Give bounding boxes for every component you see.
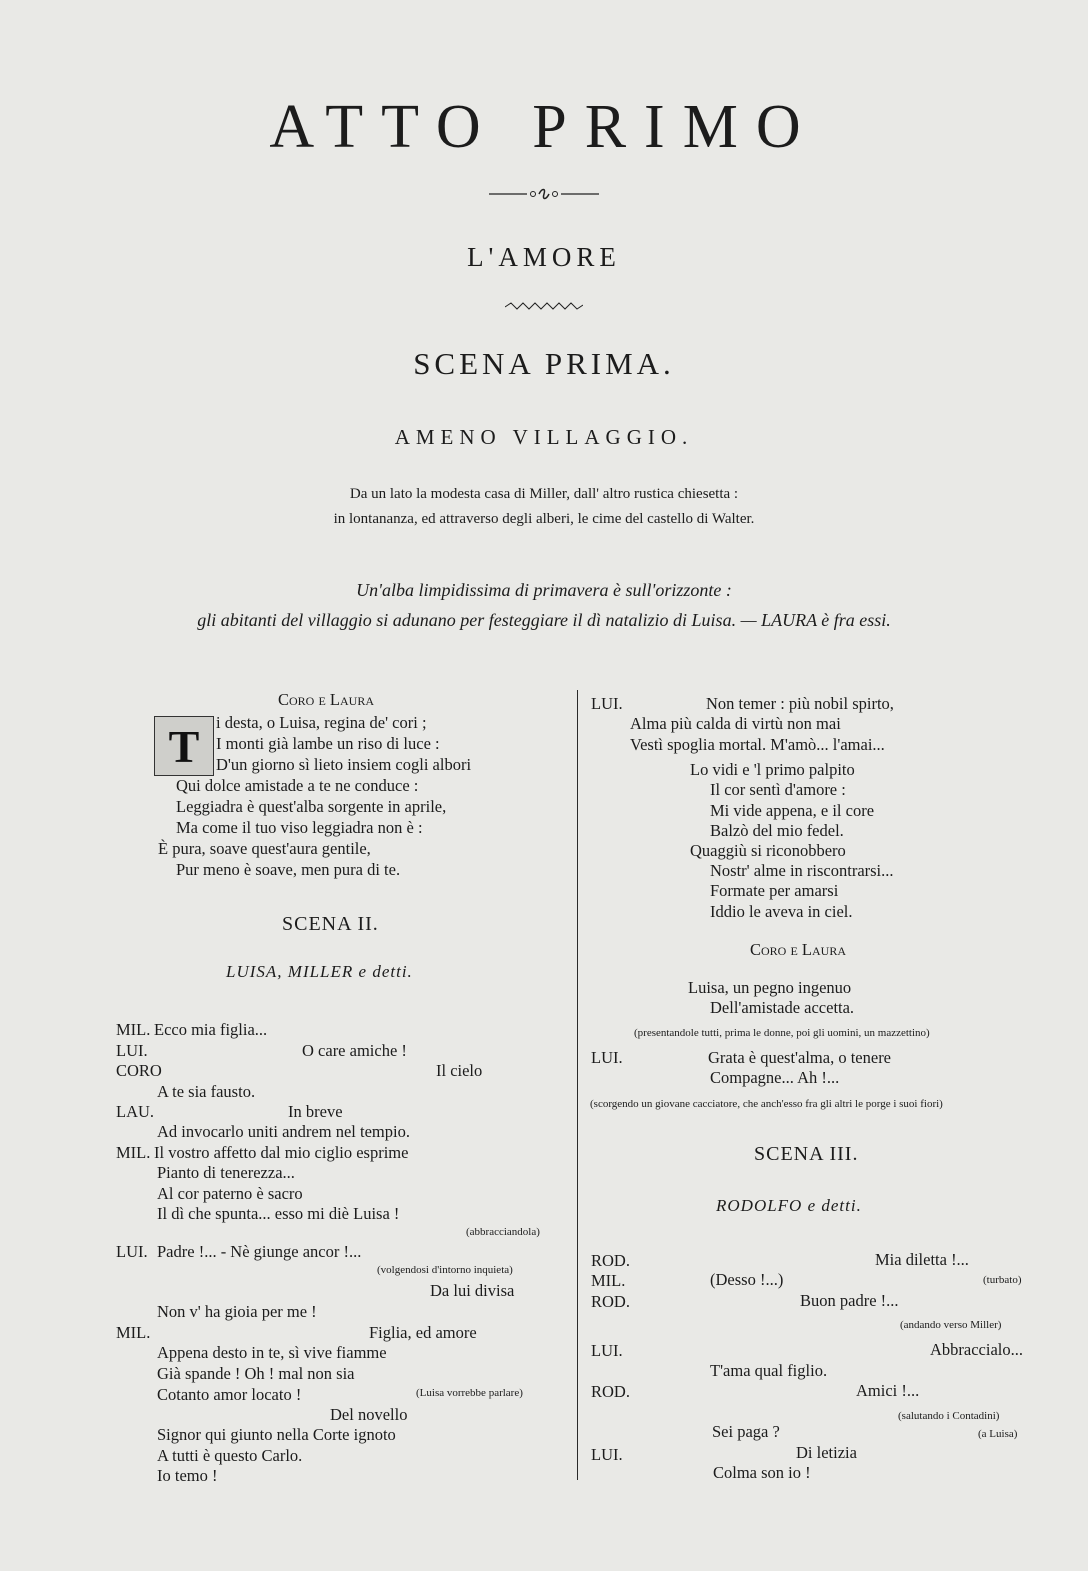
scene-title: SCENA II. [282,913,379,935]
verse-line: Vestì spoglia mortal. M'amò... l'amai... [630,735,885,754]
verse-line: Nostr' alme in riscontrarsi... [710,861,894,880]
verse-line: Lo vidi e 'l primo palpito [690,760,855,779]
speaker: LAU. [116,1102,155,1121]
dialogue-line: A tutti è questo Carlo. [157,1446,303,1465]
verse-line: Mi vide appena, e il core [710,801,875,820]
dialogue-line: Al cor paterno è sacro [157,1184,303,1203]
dialogue-line: O care amiche ! [302,1041,407,1060]
speaker: ROD. [591,1251,630,1270]
dialogue-line: Ecco mia figlia... [154,1020,268,1039]
verse-line: Il cor sentì d'amore : [710,780,846,799]
wave-icon [505,301,583,313]
dialogue-line: Buon padre !... [800,1291,899,1310]
speaker: LUI. [591,694,623,713]
dialogue-line: Da lui divisa [430,1281,515,1300]
dialogue-line: Colma son io ! [713,1463,811,1482]
verse-line: i desta, o Luisa, regina de' cori ; [216,713,427,732]
stage-direction: (a Luisa) [978,1428,1018,1440]
speaker: LUI. [591,1341,623,1360]
stage-direction: gli abitanti del villaggio si adunano per festeggiare il dì natalizio di Luisa. — LAURA è fra essi. [197,610,891,630]
dialogue-line: Signor qui giunto nella Corte ignoto [157,1425,396,1444]
verse-line: Iddio le aveva in ciel. [710,902,853,921]
dialogue-line: Amici !... [856,1381,920,1400]
scene-title: SCENA III. [754,1143,859,1165]
speaker: MIL. [591,1271,626,1290]
dialogue-line: Di letizia [796,1443,857,1462]
speaker: MIL. [116,1323,151,1342]
verse-line: Alma più calda di virtù non mai [630,714,841,733]
speaker: ROD. [591,1292,630,1311]
stage-direction: (scorgendo un giovane cacciatore, che anch'esso fra gli altri le porge i suoi fiori) [590,1098,943,1110]
verse-line: I monti già lambe un riso di luce : [216,734,440,753]
wave-divider [0,298,1088,317]
stage-direction: (presentandole tutti, prima le donne, poi gli uomini, un mazzettino) [634,1027,930,1039]
dialogue-line: Il dì che spunta... esso mi diè Luisa ! [157,1204,400,1223]
scene-setting: AMENO VILLAGGIO. [394,425,694,449]
dialogue-line: Abbraccialo... [930,1340,1023,1359]
dialogue-line: Non v' ha gioia per me ! [157,1302,317,1321]
coro-heading: Coro e Laura [278,690,375,709]
dialogue-line: (Desso !...) [710,1270,784,1289]
dialogue-line: Sei paga ? [712,1422,780,1441]
dialogue-line: A te sia fausto. [157,1082,256,1101]
verse-line: Ma come il tuo viso leggiadra non è : [176,818,423,837]
verse-line: Pur meno è soave, men pura di te. [176,860,401,879]
stage-direction: (turbato) [983,1274,1022,1286]
stage-direction: (volgendosi d'intorno inquieta) [377,1264,513,1276]
verse-line: D'un giorno sì lieto insiem cogli albori [216,755,472,774]
column-divider [577,690,578,1480]
dialogue-line: Del novello [330,1405,408,1424]
speaker: LUI. [591,1048,623,1067]
verse-line: È pura, soave quest'aura gentile, [158,839,371,858]
speaker: MIL. [116,1143,151,1162]
dialogue-line: Cotanto amor locato ! [157,1385,302,1404]
dialogue-line: Mia diletta !... [875,1250,969,1269]
section-subtitle: L'AMORE [467,242,621,272]
stage-direction: (abbracciandola) [466,1226,540,1238]
stage-direction: Un'alba limpidissima di primavera è sull'orizzonte : [356,580,732,600]
verse-line: Dell'amistade accetta. [710,998,855,1017]
dialogue-line: Io temo ! [157,1466,218,1485]
verse-line: Compagne... Ah !... [710,1068,840,1087]
scene-characters: LUISA, MILLER e detti. [226,962,413,981]
dialogue-line: T'ama qual figlio. [710,1361,828,1380]
description-line: Da un lato la modesta casa di Miller, dall' altro rustica chiesetta : [349,486,739,502]
speaker: LUI. [116,1242,148,1261]
dialogue-line: Pianto di tenerezza... [157,1163,295,1182]
dialogue-line: Appena desto in te, sì vive fiamme [157,1343,387,1362]
verse-line: Grata è quest'alma, o tenere [708,1048,892,1067]
act-title: ATTO PRIMO [269,93,819,161]
stage-direction: (salutando i Contadini) [898,1410,1000,1422]
stage-direction: (Luisa vorrebbe parlare) [416,1387,523,1399]
verse-line: Formate per amarsi [710,881,839,900]
dialogue-line: Padre !... - Nè giunge ancor !... [157,1242,362,1261]
stage-direction: (andando verso Miller) [900,1319,1002,1331]
verse-line: Leggiadra è quest'alba sorgente in aprile, [176,797,447,816]
dialogue-line: In breve [288,1102,343,1121]
dialogue-line: Il cielo [436,1061,483,1080]
speaker: ROD. [591,1382,630,1401]
verse-line: Non temer : più nobil spirto, [706,694,894,713]
flourish-icon [489,187,599,201]
scene-characters: RODOLFO e detti. [716,1196,862,1215]
speaker: CORO [116,1061,162,1080]
scene-title: SCENA PRIMA. [413,346,675,381]
ornament-divider [0,186,1088,205]
description-line: in lontananza, ed attraverso degli alberi, le cime del castello di Walter. [333,511,755,527]
verse-line: Qui dolce amistade a te ne conduce : [176,776,419,795]
speaker: LUI. [591,1445,623,1464]
speaker: LUI. [116,1041,148,1060]
speaker: MIL. [116,1020,151,1039]
dialogue-line: Già spande ! Oh ! mal non sia [157,1364,355,1383]
verse-line: Quaggiù si riconobbero [690,841,846,860]
drop-cap: T [154,716,214,776]
dialogue-line: Ad invocarlo uniti andrem nel tempio. [157,1122,410,1141]
coro-heading: Coro e Laura [750,940,847,959]
verse-line: Luisa, un pegno ingenuo [688,978,852,997]
verse-line: Balzò del mio fedel. [710,821,844,840]
dialogue-line: Figlia, ed amore [369,1323,477,1342]
dialogue-line: Il vostro affetto dal mio ciglio esprime [154,1143,409,1162]
